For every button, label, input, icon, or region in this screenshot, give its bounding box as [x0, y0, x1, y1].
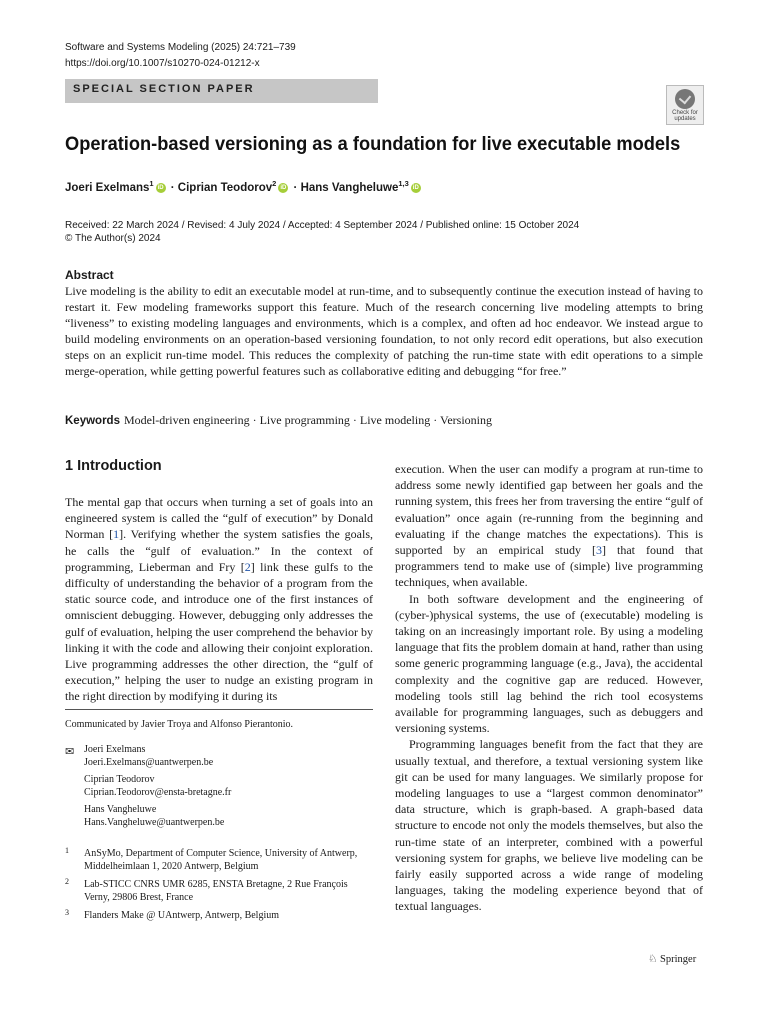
communicated-note: Communicated by Javier Troya and Alfonso Pierantonio. — [65, 719, 294, 730]
publication-dates — [65, 219, 579, 245]
author-affil-sup: 1,3 — [398, 179, 409, 188]
author-name[interactable]: Ciprian Teodorov — [177, 181, 273, 194]
doi-link[interactable]: https://doi.org/10.1007/s10270-024-01212-x — [65, 58, 260, 69]
journal-info — [65, 40, 296, 72]
paragraph: execution. When the user can modify a program at run-time to address some newly identified gap between her goals and the running system, this frees her from traversing the entire “gulf of evaluation” once again (re-running from the beginning and evaluating if the change matches the expectations). This is supported by an empirical study [3] that found that programmers tend to make use of (simple) live programming techniques, when available. — [395, 462, 703, 590]
contact-name: Joeri Exelmans — [84, 744, 146, 755]
orcid-icon[interactable]: iD — [412, 184, 419, 191]
footnote-divider — [65, 709, 373, 710]
contact-email[interactable]: Hans.Vangheluwe@uantwerpen.be — [84, 816, 225, 828]
journal-citation: Software and Systems Modeling (2025) 24:721–739 — [65, 42, 296, 53]
keywords — [65, 413, 492, 428]
section-banner — [65, 79, 378, 103]
contact-email[interactable]: Joeri.Exelmans@uantwerpen.be — [84, 756, 214, 768]
citation-link[interactable]: 3 — [596, 543, 602, 558]
abstract-heading: Abstract — [65, 268, 114, 282]
affiliation: 1 AnSyMo, Department of Computer Science, University of Antwerp, Middelheimlaan 1, 2020 Antwerp, Belgium — [65, 846, 358, 872]
dates-line: Received: 22 March 2024 / Revised: 4 July 2024 / Accepted: 4 September 2024 / Published online: 15 October 2024 — [65, 220, 580, 231]
body-column-right — [395, 461, 703, 915]
affiliations — [65, 848, 373, 929]
contact-name: Ciprian Teodorov — [84, 774, 155, 785]
badge-line2: updates — [674, 116, 696, 122]
contact-entry — [84, 744, 373, 769]
author-name[interactable]: Hans Vangheluwe — [300, 181, 399, 194]
orcid-icon[interactable]: iD — [157, 184, 164, 191]
contact-entry — [84, 804, 373, 829]
abstract-text: Live modeling is the ability to edit an executable model at run-time, and to subsequently continue the execution instead of having to restart it. Few modeling frameworks support this feature. Much of the research concerning live modeling attempts to bring “liveness” to existing modeling languages and environments, which is a complex, and often ad hoc endeavor. We instead argue to build modeling environments on an operation-based versioning foundation, to not only record edit operations, but also execution steps on an explicit run-time model. This reduces the complexity of patching the run-time state with edit operations to a simple merge-operation, while getting powerful features such as collaborative editing and debugging “for free.” — [65, 284, 703, 378]
citation-link[interactable]: 2 — [244, 559, 251, 574]
author-list: Joeri Exelmans$^1$ iD · Ciprian Teodorov$^2$ iD · Hans Vangheluwe$^{1,3}$ iD — [65, 179, 419, 194]
body-column-left — [65, 494, 373, 705]
paragraph: Programming languages benefit from the fact that they are usually textual, and therefore, a textual versioning system like git can be used for many languages. We similarly propose for modeling languages to use a “largest common denominator” data structure, which is graph-based. A graph-based data structure to encode not only the models themselves, but also the run-time state of an interpreter, combined with a powerful versioning system for graphs, we believe live modeling can be fairly easily supported across a wide range of modeling languages, taking the modeling experience beyond that of textual languages. — [395, 737, 703, 914]
contact-email[interactable]: Ciprian.Teodorov@ensta-bretagne.fr — [84, 786, 232, 798]
envelope-icon: ✉ — [65, 746, 75, 758]
keywords-text: Model-driven engineering · Live programming · Live modeling · Versioning — [123, 413, 492, 427]
check-for-updates-badge[interactable] — [666, 85, 704, 125]
contact-entry — [84, 774, 373, 799]
publisher-logo — [648, 953, 696, 965]
paragraph: In both software development and the engineering of (cyber-)physical systems, the use of (executable) modeling is taking on an increasingly important role. By using a modeling language that fits the problem domain at hand, rather than using some generic programming language (e.g., Java), the accidental complexity and the cognitive gap are reduced. However, modeling tools still lag behind the rich tool ecosystems available for programming languages, such as debuggers and versioning systems. — [395, 591, 703, 736]
affiliation: 2 Lab-STICC CNRS UMR 6285, ENSTA Bretagne, 2 Rue François Verny, 29806 Brest, France — [65, 877, 348, 903]
author-name[interactable]: Joeri Exelmans — [65, 181, 150, 194]
affiliation: 3 Flanders Make @ UAntwerp, Antwerp, Belgium — [65, 908, 280, 921]
author-affil-sup: 1 — [149, 179, 154, 188]
orcid-icon[interactable]: iD — [280, 184, 287, 191]
banner-label: SPECIAL SECTION PAPER — [73, 83, 255, 95]
author-affil-sup: 2 — [272, 179, 277, 188]
paragraph: The mental gap that occurs when turning a set of goals into an engineered system is called the “gulf of execution” by Donald Norman [1]. Verifying whether the system satisfies the goals, he calls the “gulf of evaluation.” In the context of programming, Lieberman and Fry [2] link these gulfs to the difficulty of understanding the behavior of a program from the static source code, and introduce one of the first instances of omniscient debugging. However, debugging only addresses the gulf of evaluation, helping the user comprehend the behavior by linking it with the code and allowing their conjoint exploration. Live programming addresses the other direction, the “gulf of execution,” helping the user to nudge an existing program in the right direction by modifying it during its — [65, 495, 373, 704]
section-heading: 1 Introduction — [65, 458, 162, 474]
springer-horse-icon: ♘ — [648, 954, 658, 965]
keywords-label: Keywords — [65, 415, 120, 427]
citation-link[interactable]: 1 — [113, 527, 120, 542]
contact-name: Hans Vangheluwe — [84, 804, 157, 815]
paper-title: Operation-based versioning as a foundation for live executable models — [65, 134, 681, 155]
copyright-line: © The Author(s) 2024 — [65, 233, 161, 244]
author-contacts — [65, 744, 373, 834]
publisher-name: Springer — [660, 954, 697, 965]
badge-line1: Check for — [672, 110, 698, 116]
check-updates-icon — [675, 89, 695, 109]
